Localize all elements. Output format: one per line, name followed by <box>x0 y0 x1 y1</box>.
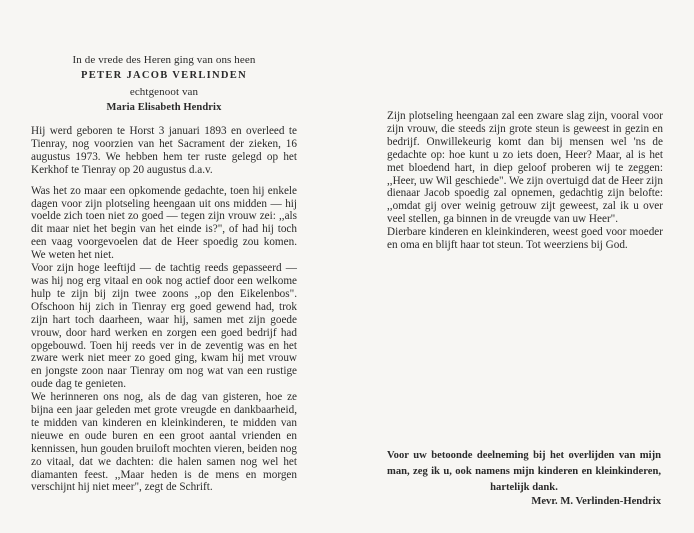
birth-death-paragraph: Hij werd geboren te Horst 3 januari 1893 en overleed te Tienray, nog voorzien van het Sacrament der zieken, 16 augustus 1973. We hebben hem ter ruste gelegd op het Kerkhof te Tienray op 20 augustus d.a.v. <box>31 125 297 176</box>
farewell-paragraph: Zijn plotseling heengaan zal een zware slag zijn, vooral voor zijn vrouw, die steeds zijn grote steun is geweest in gezin en bedrijf. Onwillekeurig komt dan bij mensen wel 'ns de gedachte op: hoe kunt u zo iets doen, Heer? Maar, al is het met bloedend hart, in diep geloof proberen wij te zeggen: ,,Heer, uw Wil geschiede". We zijn overtuigd dat de Heer zijn dienaar Jacob spoedig zal opnemen, gedachtig zijn belofte: ,,omdat gij over weinig getrouw zijt geweest, zal ik u over veel stellen, ga binnen in de vreugde van uw Heer". <box>387 110 663 226</box>
spouse-name: Maria Elisabeth Hendrix <box>106 102 222 113</box>
intro-line: In de vrede des Heren ging van ons heen <box>72 54 256 66</box>
right-column <box>387 110 663 252</box>
left-column <box>31 52 297 494</box>
deceased-name: PETER JACOB VERLINDEN <box>81 70 247 81</box>
family-paragraph: Dierbare kinderen en kleinkinderen, weest goed voor moeder en oma en blijft haar tot steun. Tot weerziens bij God. <box>387 226 663 252</box>
life-paragraph: Voor zijn hoge leeftijd — de tachtig reeds gepasseerd — was hij nog erg vitaal en ook nog actief door een welkome hulp te zijn bij zijn twee zoons ,,op den Eikelenbos". Ofschoon hij zich in Tienray erg goed gewend had, trok zijn hart toch daarheen, waar hij, samen met zijn goede vrouw, door hard werken en zorgen een goed bedrijf had opgebouwd. Toen hij reeds ver in de zeventig was en het zware werk niet meer zo goed ging, kwam hij met vrouw en jongste zoon naar Tienray om nog wat van een rustige oude dag te genieten. <box>31 262 297 391</box>
thanks-text: Voor uw betoonde deelneming bij het overlijden van mijn man, zeg ik u, ook namens mijn kinderen en kleinkinderen, hartelijk dank. <box>387 450 661 493</box>
signature: Mevr. M. Verlinden-Hendrix <box>531 496 661 507</box>
card-header <box>31 52 297 116</box>
anniversary-paragraph: We herinneren ons nog, als de dag van gisteren, hoe ze bijna een jaar geleden met grote vreugde en dankbaarheid, te midden van kinderen en kleinkinderen, te midden van nieuwe en oude buren en een groot aantal vrienden en kennissen, hun gouden bruiloft mochten vieren, beiden nog zo vitaal, dat we dachten: die halen samen nog wel het diamanten feest. ,,Maar heden is de mens en morgen verschijnt hij niet meer", zegt de Schrift. <box>31 391 297 494</box>
relation-line: echtgenoot van <box>129 86 199 98</box>
premonition-paragraph: Was het zo maar een opkomende gedachte, toen hij enkele dagen voor zijn plotseling heengaan uit ons midden — hij voelde zich toen niet zo goed — tegen zijn vrouw zei: ,,als dit maar niet het begin van het einde is?", of had hij toch een vaag voorgevoelen dat de Heer spoedig zou komen. We weten het niet. <box>31 184 297 262</box>
thanks-block <box>387 448 661 496</box>
